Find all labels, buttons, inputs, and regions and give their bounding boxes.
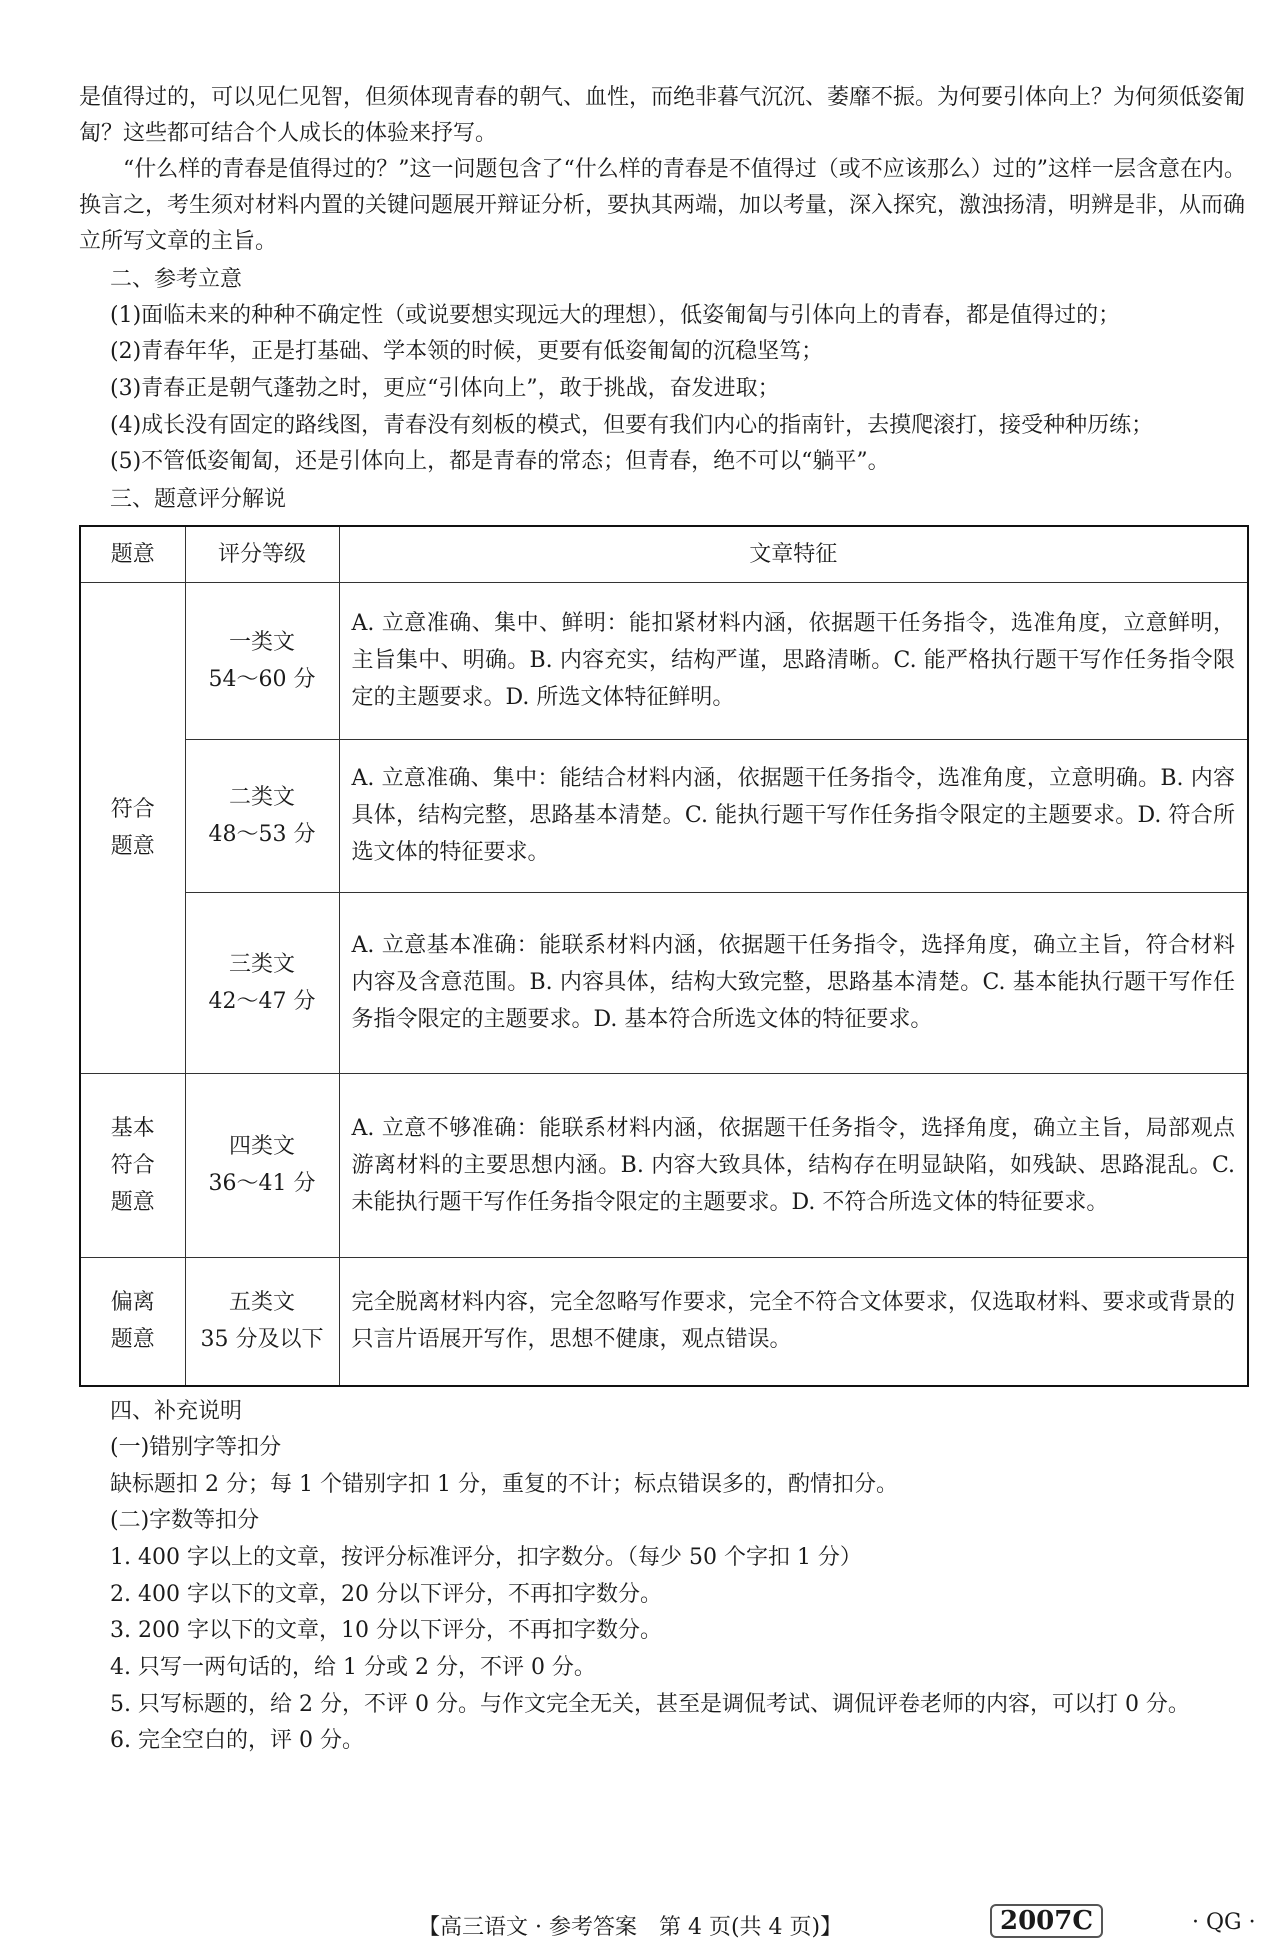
header-cell: 评分等级 xyxy=(185,526,339,582)
intro-paragraph-2: “什么样的青春是值得过的？”这一问题包含了“什么样的青春是不值得过（或不应该那么）过的”这样一层含意在内。换言之，考生须对材料内置的关键问题展开辩证分析，要执其两端，加以考量，深入探究，激浊扬清，明辨是非，从而确立所写文章的主旨。 xyxy=(79,157,1246,254)
grade-cell: 二类文 48～53 分 xyxy=(185,739,339,892)
table-row xyxy=(80,739,1248,892)
table-header-row xyxy=(80,526,1248,582)
section-3-title: 三、题意评分解说 xyxy=(110,487,287,512)
desc-cell: 完全脱离材料内容，完全忽略写作要求，完全不符合文体要求，仅选取材料、要求或背景的只言片语展开写作，思想不健康，观点错误。 xyxy=(339,1257,1248,1386)
table-row xyxy=(80,582,1248,739)
section-4-title: 四、补充说明 xyxy=(110,1399,243,1424)
table-row xyxy=(80,1073,1248,1257)
grade-cell: 一类文 54～60 分 xyxy=(185,582,339,739)
table-row xyxy=(80,1257,1248,1386)
header-cell: 文章特征 xyxy=(339,526,1248,582)
idea-item: (2)青春年华，正是打基础、学本领的时候，更要有低姿匍匐的沉稳坚笃； xyxy=(110,339,824,364)
word-count-rule: 2. 400 字以下的文章，20 分以下评分，不再扣字数分。 xyxy=(110,1582,662,1607)
desc-cell: A. 立意准确、集中、鲜明：能扣紧材料内涵，依据题干任务指令，选准角度，立意鲜明，主旨集中、明确。B. 内容充实，结构严谨，思路清晰。C. 能严格执行题干写作任务指令限定的主题要求。D. 所选文体特征鲜明。 xyxy=(339,582,1248,739)
subsection-title: (二)字数等扣分 xyxy=(110,1508,260,1533)
word-count-rule: 3. 200 字以下的文章，10 分以下评分，不再扣字数分。 xyxy=(110,1618,662,1643)
paper-code: 2007C xyxy=(990,1904,1103,1938)
desc-cell: A. 立意不够准确：能联系材料内涵，依据题干任务指令，选择角度，确立主旨，局部观点游离材料的主要思想内涵。B. 内容大致具体，结构存在明显缺陷，如残缺、思路混乱。C. 未能执行题干写作任务指令限定的主题要求。D. 不符合所选文体的特征要求。 xyxy=(339,1073,1248,1257)
grade-cell: 三类文 42～47 分 xyxy=(185,892,339,1073)
footer-label: 【高三语文 · 参考答案 第 4 页(共 4 页)】 xyxy=(418,1915,843,1940)
desc-cell: A. 立意基本准确：能联系材料内涵，依据题干任务指令，选择角度，确立主旨，符合材料内容及含意范围。B. 内容具体，结构大致完整，思路基本清楚。C. 基本能执行题干写作任务指令限定的主题要求。D. 基本符合所选文体的特征要求。 xyxy=(339,892,1248,1073)
subsection-title: (一)错别字等扣分 xyxy=(110,1435,282,1460)
group-cell: 偏离题意 xyxy=(80,1257,185,1386)
idea-item: (4)成长没有固定的路线图，青春没有刻板的模式，但要有我们内心的指南针，去摸爬滚打，接受种种历练； xyxy=(110,413,1154,438)
word-count-rule: 6. 完全空白的，评 0 分。 xyxy=(110,1728,364,1753)
idea-item: (5)不管低姿匍匐，还是引体向上，都是青春的常态；但青春，绝不可以“躺平”。 xyxy=(110,449,890,474)
scoring-table xyxy=(79,525,1249,1387)
grade-cell: 五类文 35 分及以下 xyxy=(185,1257,339,1386)
grade-cell: 四类文 36～41 分 xyxy=(185,1073,339,1257)
deduction-text: 缺标题扣 2 分；每 1 个错别字扣 1 分，重复的不计；标点错误多的，酌情扣分。 xyxy=(110,1472,898,1497)
footer-mark: · QG · xyxy=(1192,1910,1256,1935)
group-cell: 符合题意 xyxy=(80,582,185,1073)
word-count-rule: 5. 只写标题的，给 2 分，不评 0 分。与作文完全无关，甚至是调侃考试、调侃评卷老师的内容，可以打 0 分。 xyxy=(110,1692,1190,1717)
table-row xyxy=(80,892,1248,1073)
group-cell: 基本符合题意 xyxy=(80,1073,185,1257)
section-2-title: 二、参考立意 xyxy=(110,267,243,292)
header-cell: 题意 xyxy=(80,526,185,582)
word-count-rule: 4. 只写一两句话的，给 1 分或 2 分，不评 0 分。 xyxy=(110,1655,596,1680)
intro-paragraph-1: 是值得过的，可以见仁见智，但须体现青春的朝气、血性，而绝非暮气沉沉、萎靡不振。为何要引体向上？为何须低姿匍匐？这些都可结合个人成长的体验来抒写。 xyxy=(79,85,1246,146)
idea-item: (1)面临未来的种种不确定性（或说要想实现远大的理想），低姿匍匐与引体向上的青春，都是值得过的； xyxy=(110,303,1121,328)
desc-cell: A. 立意准确、集中：能结合材料内涵，依据题干任务指令，选准角度，立意明确。B. 内容具体，结构完整，思路基本清楚。C. 能执行题干写作任务指令限定的主题要求。D. 符合所选文体的特征要求。 xyxy=(339,739,1248,892)
idea-item: (3)青春正是朝气蓬勃之时，更应“引体向上”，敢于挑战，奋发进取； xyxy=(110,376,780,401)
word-count-rule: 1. 400 字以上的文章，按评分标准评分，扣字数分。（每少 50 个字扣 1 分） xyxy=(110,1545,862,1570)
